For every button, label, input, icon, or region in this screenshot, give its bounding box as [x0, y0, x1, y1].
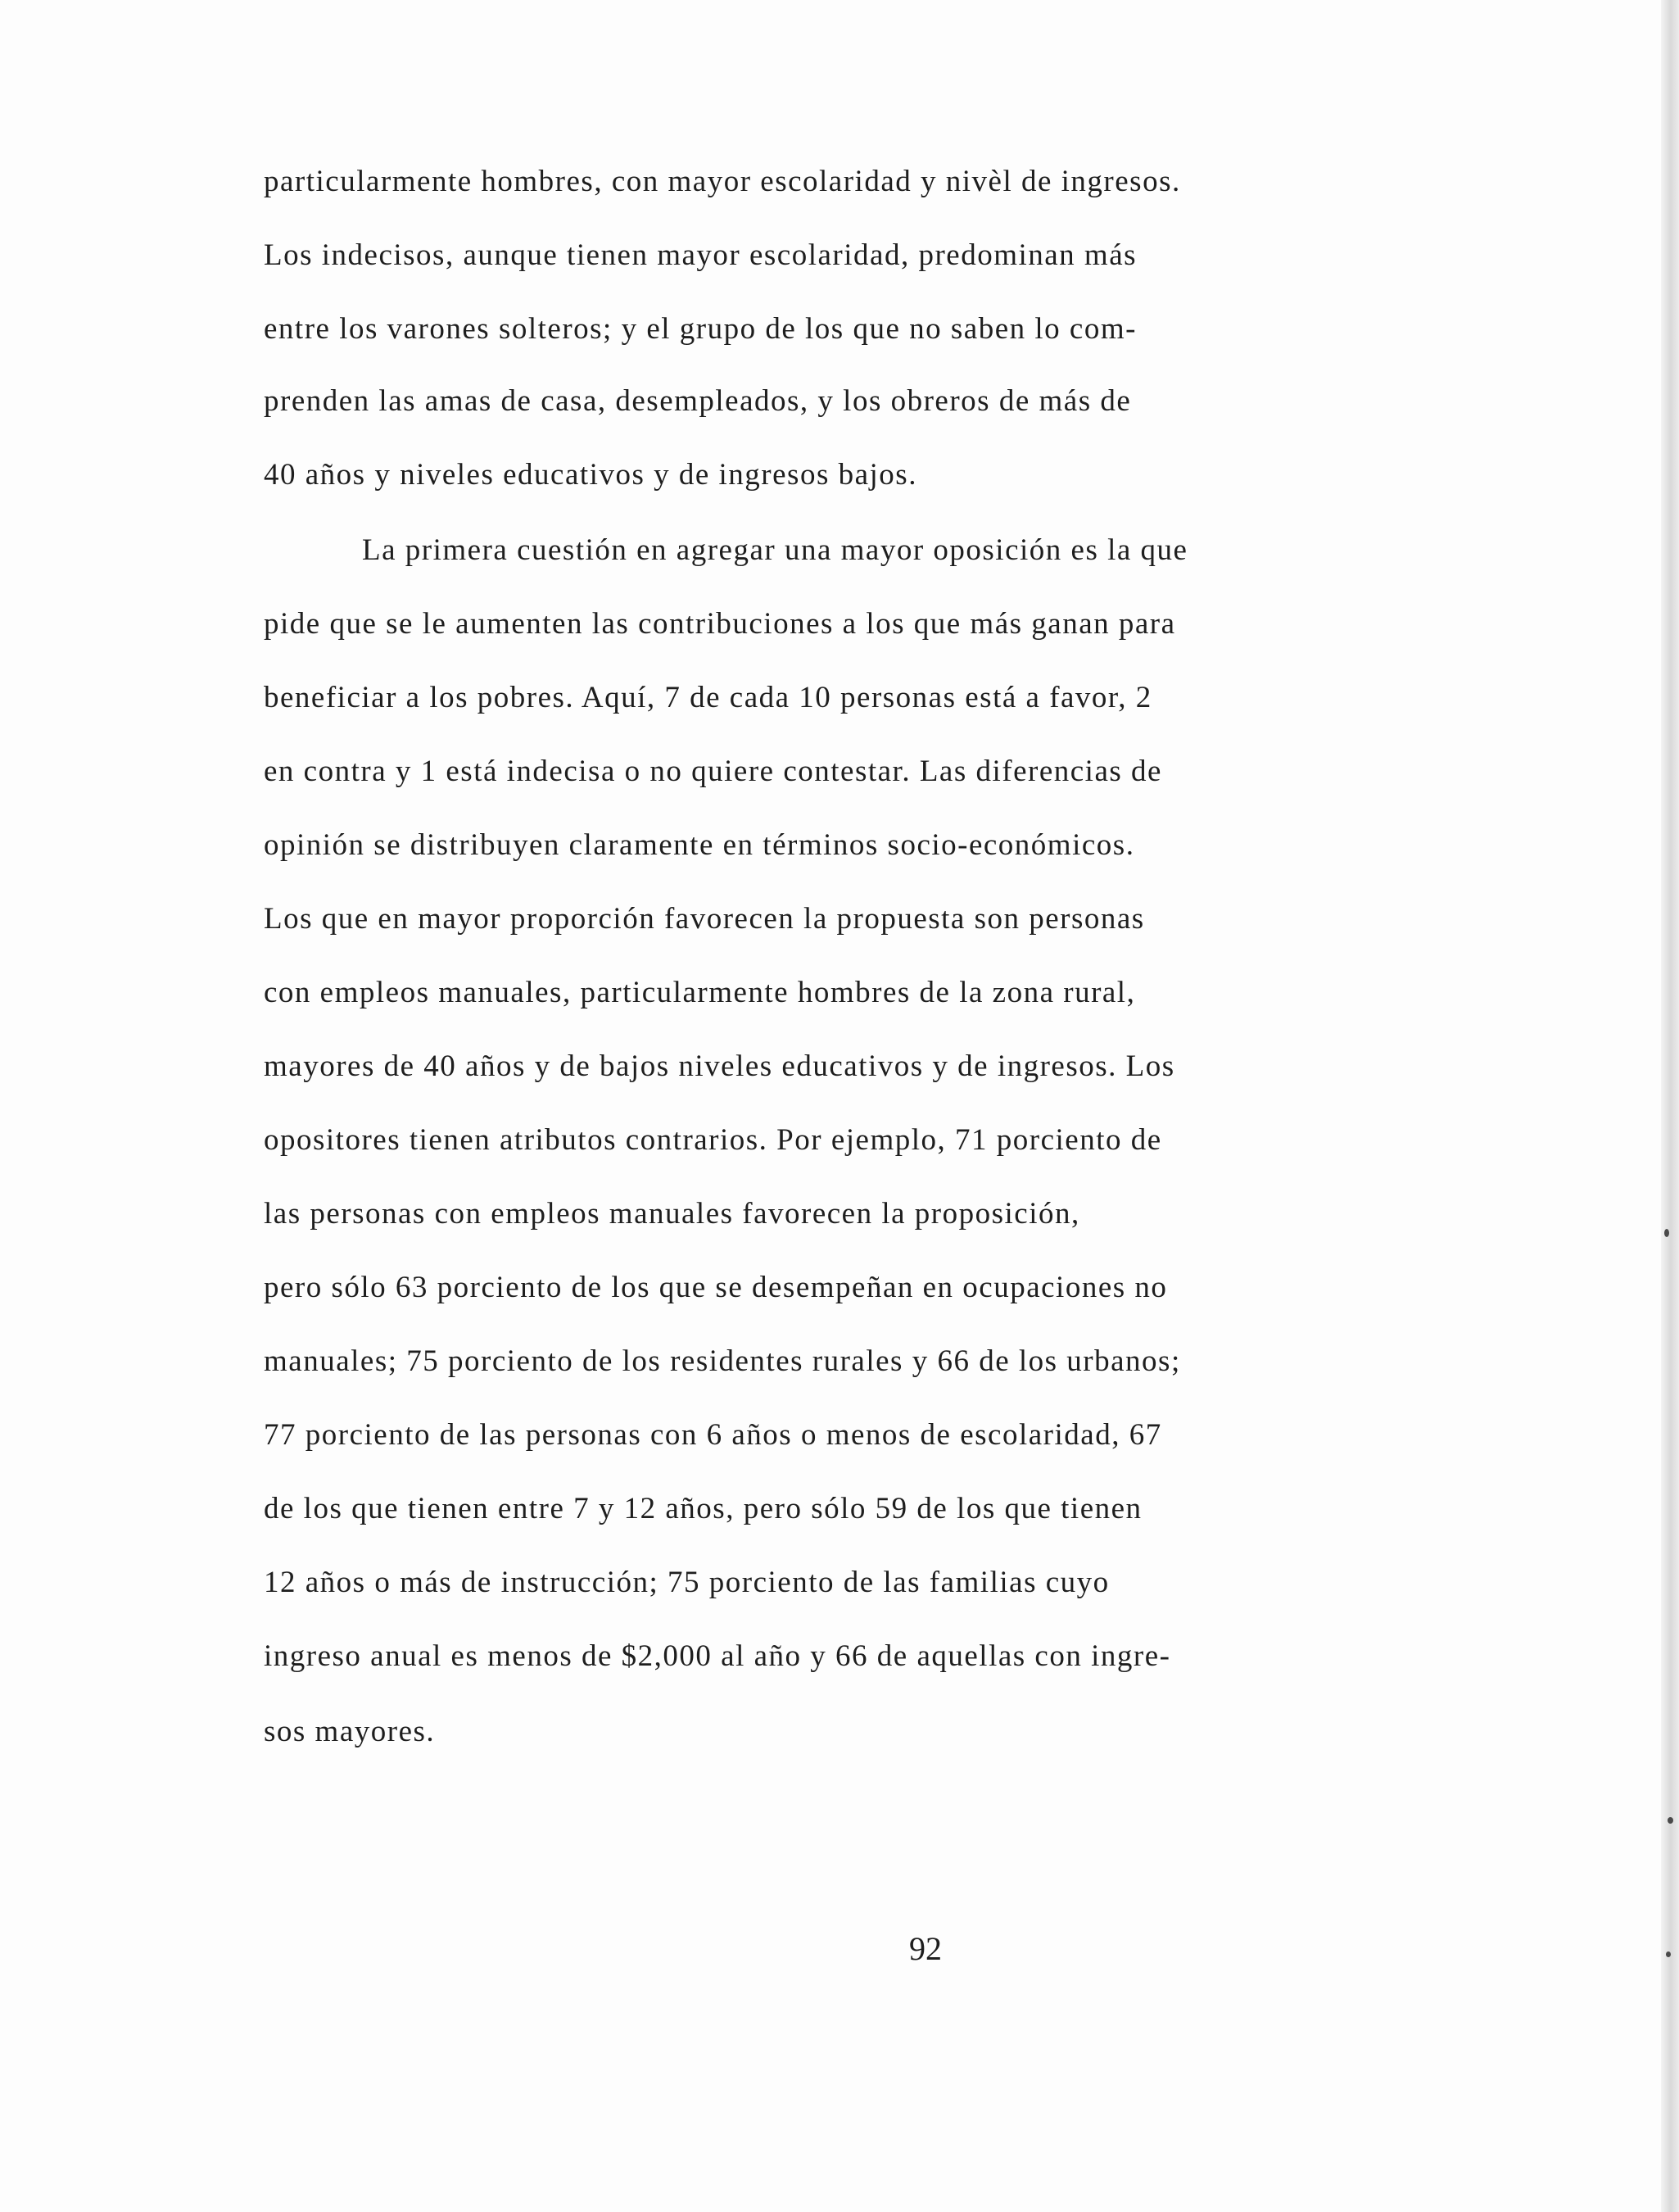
- text-line: 12 años o más de instrucción; 75 porciento de las familias cuyo: [264, 1566, 1110, 1599]
- scan-speck: [1664, 1229, 1669, 1237]
- text-line: con empleos manuales, particularmente hombres de la zona rural,: [264, 976, 1136, 1009]
- text-line: las personas con empleos manuales favorecen la proposición,: [264, 1197, 1080, 1231]
- text-line: en contra y 1 está indecisa o no quiere contestar. Las diferencias de: [264, 755, 1162, 788]
- text-line: pero sólo 63 porciento de los que se desempeñan en ocupaciones no: [264, 1271, 1168, 1304]
- scan-speck: [1666, 1951, 1671, 1957]
- text-line: prenden las amas de casa, desempleados, y los obreros de más de: [264, 384, 1132, 418]
- text-line: La primera cuestión en agregar una mayor oposición es la que: [362, 533, 1188, 567]
- text-line: Los que en mayor proporción favorecen la propuesta son personas: [264, 902, 1145, 936]
- text-line: particularmente hombres, con mayor escolaridad y nivèl de ingresos.: [264, 165, 1181, 198]
- text-line: entre los varones solteros; y el grupo de los que no saben lo com-: [264, 312, 1137, 346]
- text-line: Los indecisos, aunque tienen mayor escolaridad, predominan más: [264, 238, 1138, 272]
- text-line: mayores de 40 años y de bajos niveles educativos y de ingresos. Los: [264, 1049, 1175, 1083]
- page-edge-shadow: [1661, 0, 1679, 2212]
- text-line: beneficiar a los pobres. Aquí, 7 de cada 10 personas está a favor, 2: [264, 681, 1152, 714]
- page-number: 92: [909, 1930, 942, 1967]
- text-line: manuales; 75 porciento de los residentes rurales y 66 de los urbanos;: [264, 1344, 1181, 1378]
- text-line: ingreso anual es menos de $2,000 al año y 66 de aquellas con ingre-: [264, 1639, 1171, 1673]
- text-line: opositores tienen atributos contrarios. Por ejemplo, 71 porciento de: [264, 1123, 1162, 1157]
- text-line: 77 porciento de las personas con 6 años o menos de escolaridad, 67: [264, 1418, 1162, 1452]
- text-line: 40 años y niveles educativos y de ingresos bajos.: [264, 458, 917, 492]
- scan-speck: [1668, 1817, 1673, 1824]
- text-line: pide que se le aumenten las contribuciones a los que más ganan para: [264, 607, 1176, 641]
- text-line: opinión se distribuyen claramente en términos socio-económicos.: [264, 828, 1135, 862]
- text-line: de los que tienen entre 7 y 12 años, pero sólo 59 de los que tienen: [264, 1492, 1143, 1525]
- text-line: sos mayores.: [264, 1715, 436, 1748]
